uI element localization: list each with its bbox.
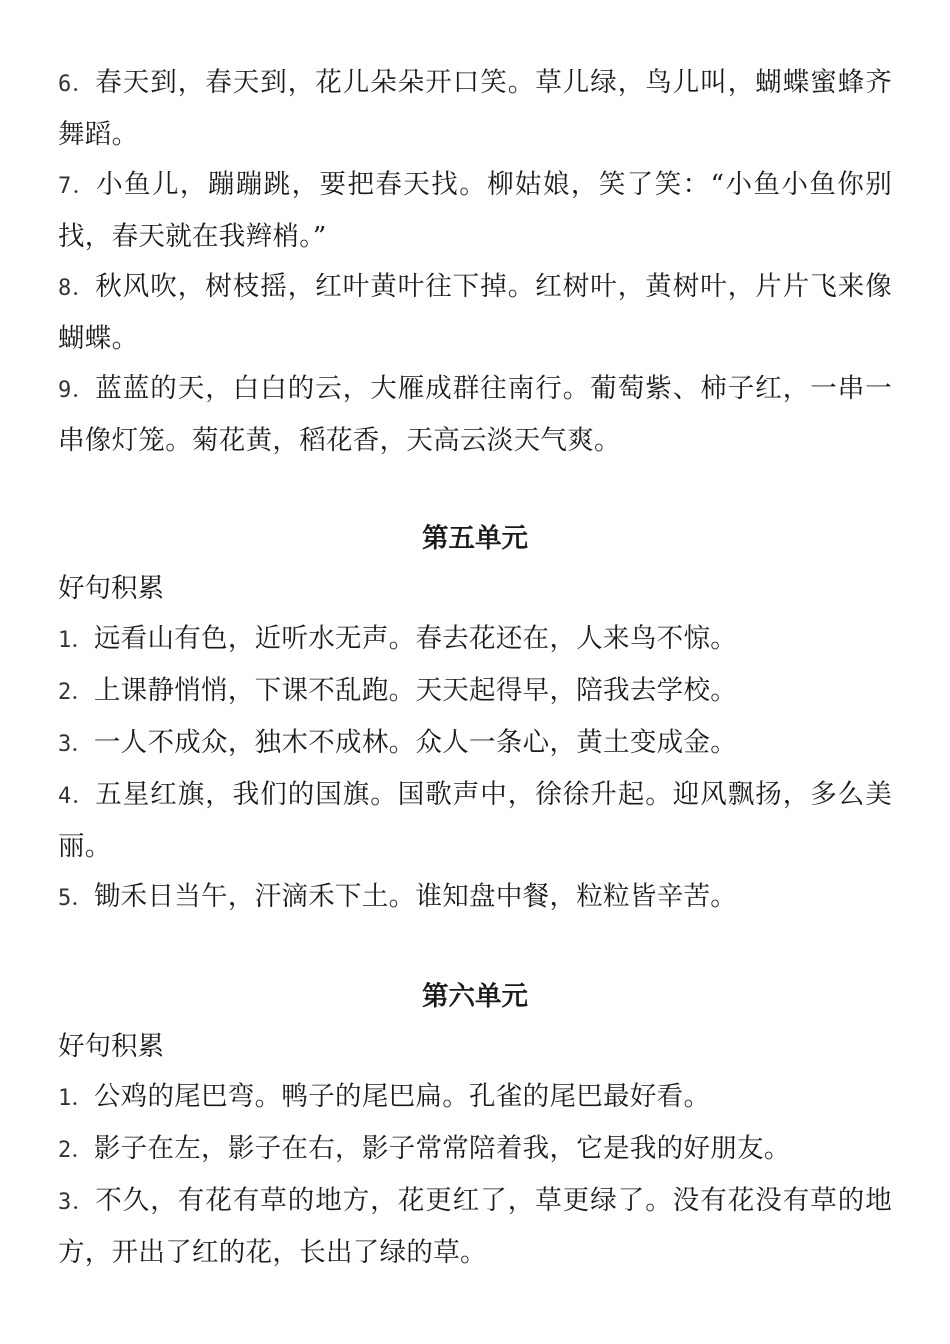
item-text: 秋风吹，树枝摇，红叶黄叶往下掉。红树叶，黄树叶，片片飞来像蝴蝶。 [58, 271, 892, 354]
list-item [58, 1072, 892, 1124]
list-item [58, 160, 892, 262]
list-item [58, 872, 892, 924]
item-number: 3． [58, 732, 94, 757]
unit5-subtitle: 好句积累 [58, 573, 164, 604]
item-text: 锄禾日当午，汗滴禾下土。谁知盘中餐，粒粒皆辛苦。 [93, 881, 738, 912]
document-page [58, 58, 892, 1278]
item-number: 1． [58, 628, 94, 653]
item-number: 1． [58, 1086, 94, 1111]
item-text: 公鸡的尾巴弯。鸭子的尾巴扁。孔雀的尾巴最好看。 [93, 1081, 711, 1112]
spacer [58, 924, 892, 972]
item-number: 9． [58, 378, 96, 403]
item-text: 五星红旗，我们的国旗。国歌声中，徐徐升起。迎风飘扬，多么美丽。 [58, 779, 892, 862]
list-item [58, 364, 892, 466]
list-item [58, 614, 892, 666]
unit6-subtitle: 好句积累 [58, 1031, 164, 1062]
item-number: 6． [58, 72, 96, 97]
item-number: 5． [58, 886, 94, 911]
item-text: 一人不成众，独木不成林。众人一条心，黄土变成金。 [93, 727, 738, 758]
spacer [58, 466, 892, 514]
item-number: 4． [58, 784, 96, 809]
item-text: 远看山有色，近听水无声。春去花还在，人来鸟不惊。 [93, 623, 738, 654]
unit6-title: 第六单元 [422, 981, 528, 1012]
item-text: 春天到，春天到，花儿朵朵开口笑。草儿绿，鸟儿叫，蝴蝶蜜蜂齐舞蹈。 [58, 67, 892, 150]
item-number: 2． [58, 1138, 94, 1163]
item-text: 上课静悄悄，下课不乱跑。天天起得早，陪我去学校。 [93, 675, 738, 706]
item-number: 8． [58, 276, 96, 301]
list-item [58, 666, 892, 718]
item-text: 影子在左，影子在右，影子常常陪着我，它是我的好朋友。 [93, 1133, 791, 1164]
item-text: 不久，有花有草的地方，花更红了，草更绿了。没有花没有草的地方，开出了红的花，长出了绿的草。 [58, 1185, 892, 1268]
list-item [58, 718, 892, 770]
list-item [58, 1176, 892, 1278]
list-item [58, 1124, 892, 1176]
item-text: 蓝蓝的天，白白的云，大雁成群往南行。葡萄紫、柿子红，一串一串像灯笼。菊花黄，稻花香，天高云淡天气爽。 [58, 373, 892, 456]
item-number: 7． [58, 174, 97, 199]
list-item [58, 58, 892, 160]
list-item [58, 262, 892, 364]
item-number: 2． [58, 680, 94, 705]
unit5-title: 第五单元 [422, 523, 528, 554]
list-item [58, 770, 892, 872]
item-number: 3． [58, 1190, 96, 1215]
item-text: 小鱼儿，蹦蹦跳，要把春天找。柳姑娘，笑了笑：“小鱼小鱼你别找，春天就在我辫梢。” [58, 169, 892, 252]
